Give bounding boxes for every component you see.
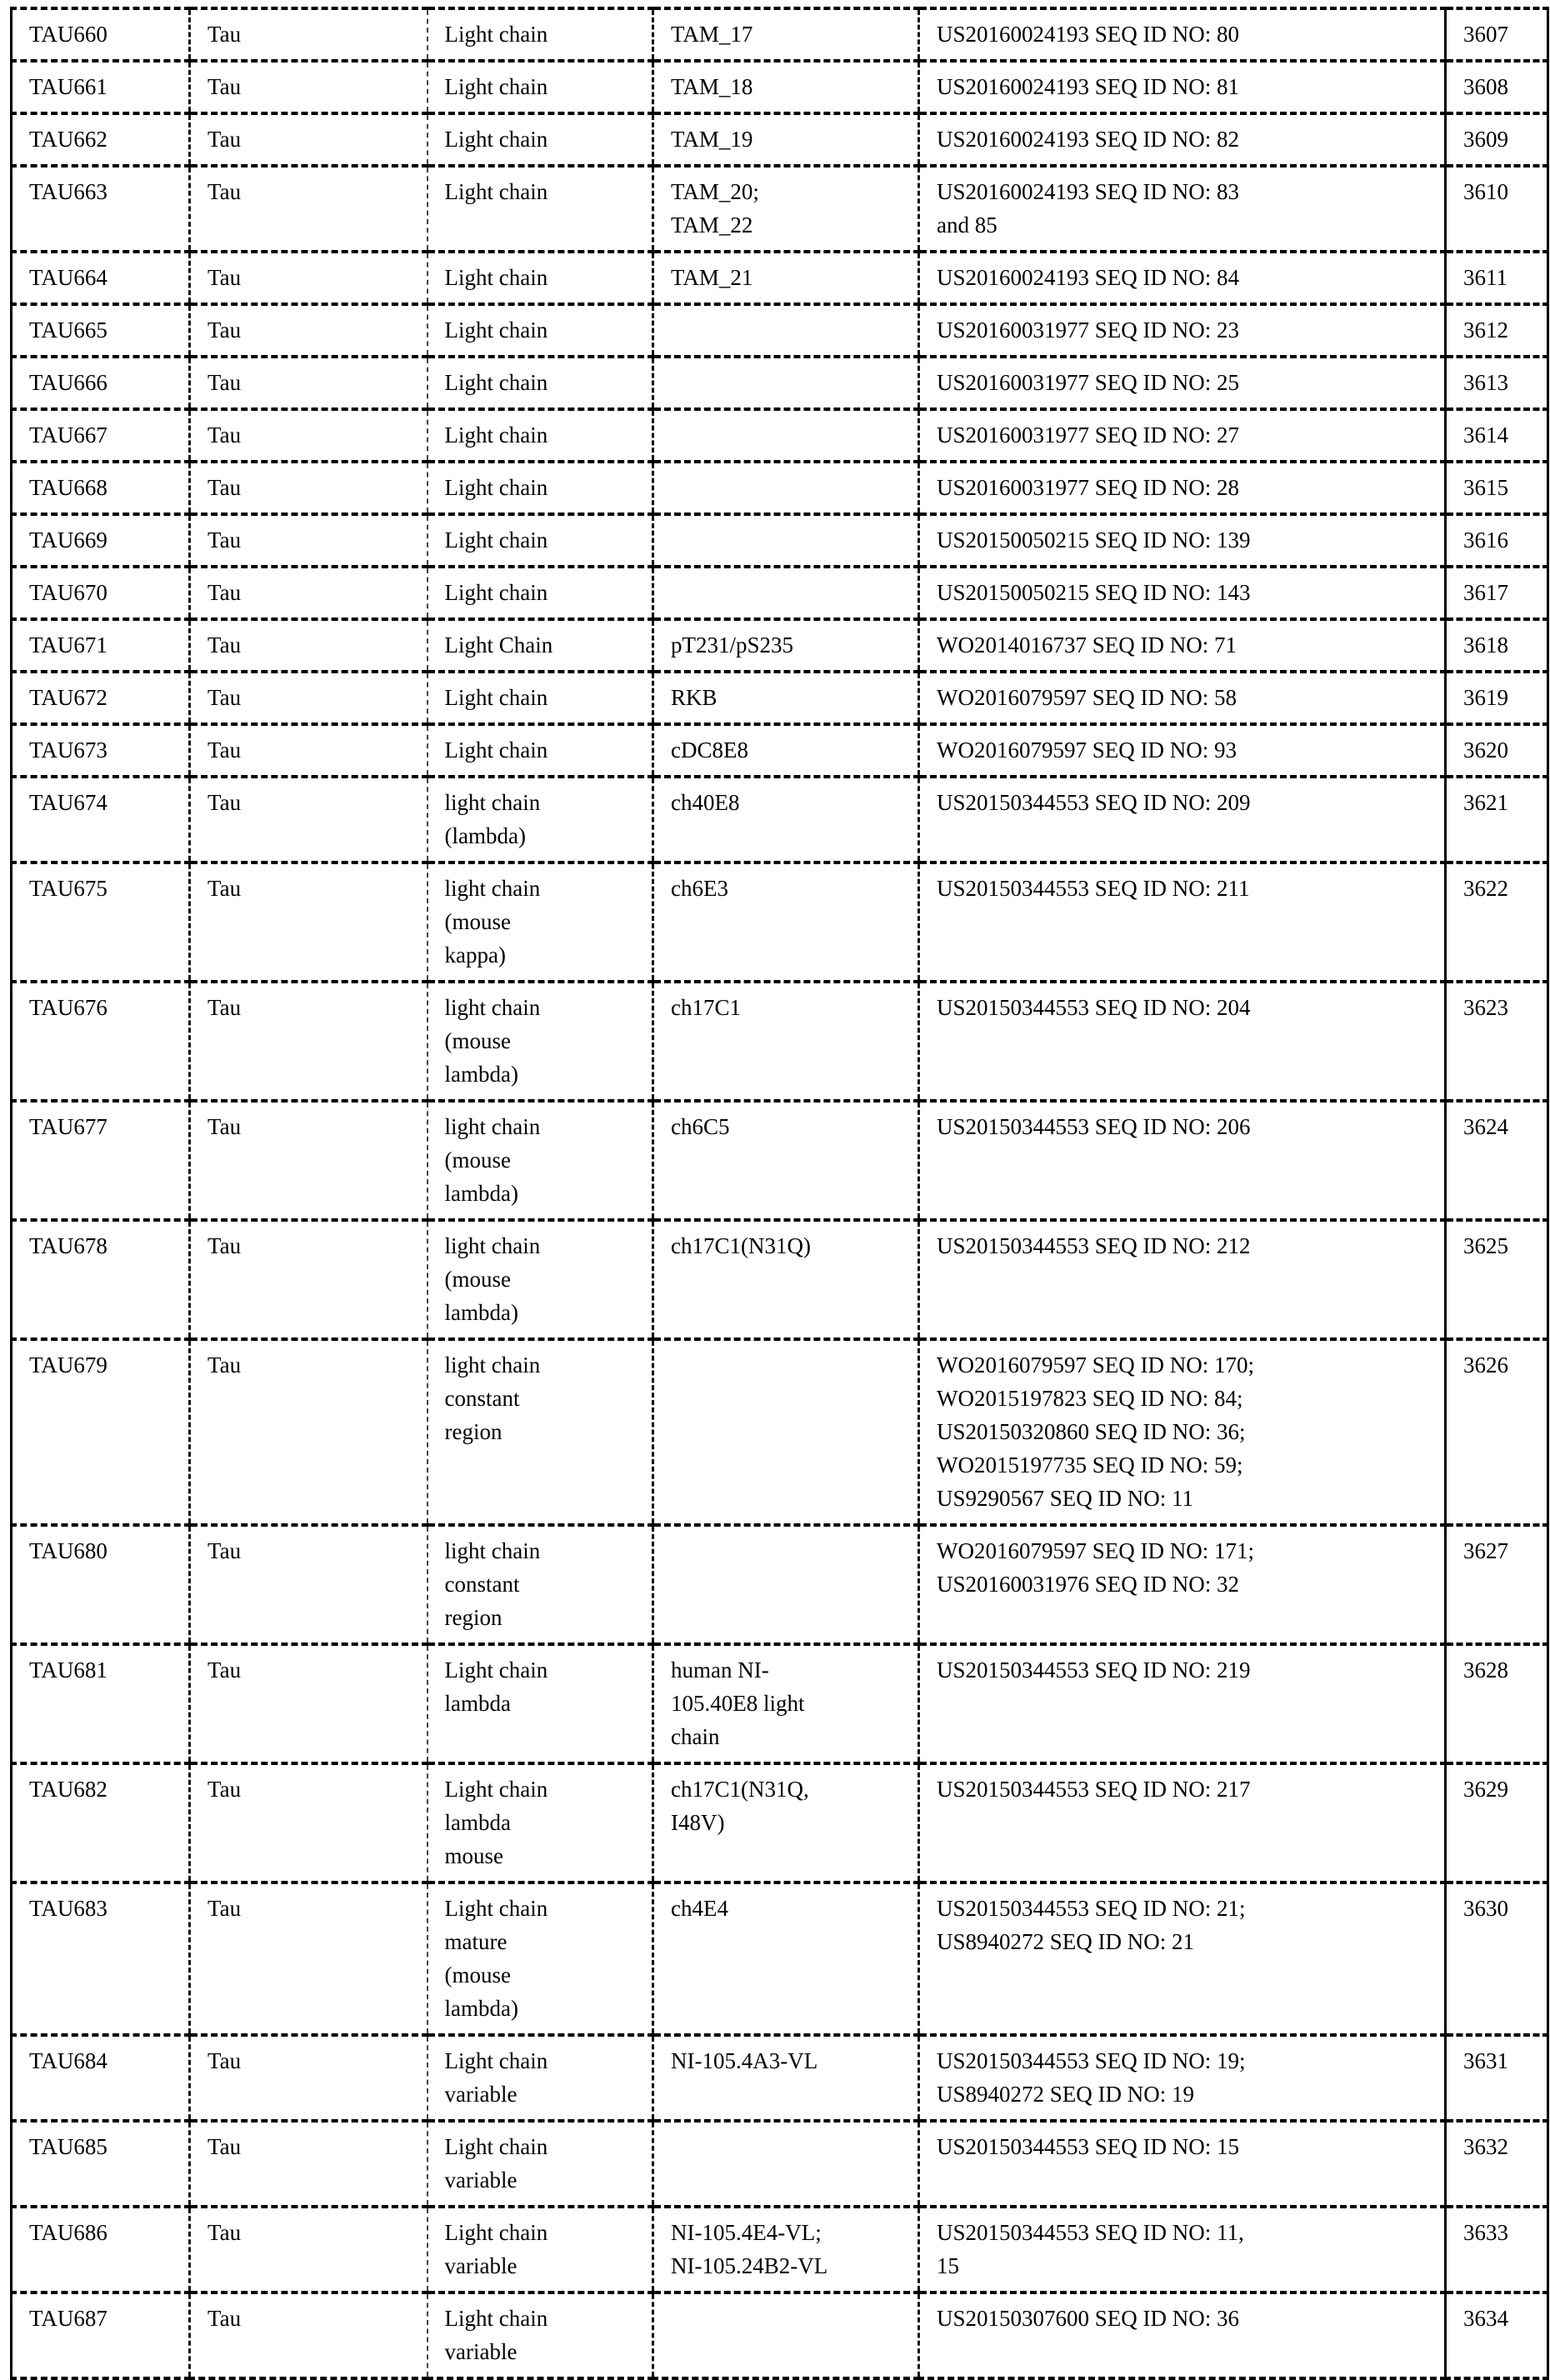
cell-seq-number: 3613: [1446, 357, 1548, 409]
cell-antibody-id: TAU687: [12, 2292, 190, 2378]
cell-chain-type: Light chain: [428, 462, 653, 514]
cell-chain-type: Light chain mature (mouse lambda): [428, 1882, 653, 2035]
cell-antibody-id: TAU676: [12, 982, 190, 1101]
cell-seq-number: 3617: [1446, 567, 1548, 619]
cell-antibody-id: TAU670: [12, 567, 190, 619]
cell-chain-type: Light chain lambda: [428, 1644, 653, 1763]
cell-seq-number: 3625: [1446, 1220, 1548, 1339]
cell-chain-type: Light chain: [428, 409, 653, 462]
table-row: [12, 724, 1548, 777]
cell-antibody-name: ch40E8: [653, 777, 919, 862]
cell-antibody-id: TAU668: [12, 462, 190, 514]
cell-target: Tau: [190, 1101, 428, 1220]
table-row: [12, 1882, 1548, 2035]
cell-target: Tau: [190, 304, 428, 357]
cell-chain-type: Light chain variable: [428, 2121, 653, 2207]
cell-patent-reference: US20150344553 SEQ ID NO: 204: [919, 982, 1446, 1101]
table-row: [12, 514, 1548, 567]
cell-antibody-name: human NI- 105.40E8 light chain: [653, 1644, 919, 1763]
cell-patent-reference: US20160031977 SEQ ID NO: 23: [919, 304, 1446, 357]
cell-antibody-id: TAU674: [12, 777, 190, 862]
cell-target: Tau: [190, 113, 428, 166]
table-row: [12, 1525, 1548, 1644]
cell-chain-type: Light chain: [428, 8, 653, 61]
table-row: [12, 409, 1548, 462]
cell-antibody-id: TAU682: [12, 1763, 190, 1882]
cell-patent-reference: US20160024193 SEQ ID NO: 83 and 85: [919, 166, 1446, 252]
cell-patent-reference: US20150050215 SEQ ID NO: 139: [919, 514, 1446, 567]
table-row: [12, 2207, 1548, 2292]
cell-target: Tau: [190, 357, 428, 409]
cell-chain-type: light chain (mouse lambda): [428, 1101, 653, 1220]
cell-chain-type: Light chain: [428, 357, 653, 409]
cell-seq-number: 3620: [1446, 724, 1548, 777]
cell-patent-reference: US20150344553 SEQ ID NO: 206: [919, 1101, 1446, 1220]
cell-target: Tau: [190, 2207, 428, 2292]
cell-chain-type: light chain (mouse lambda): [428, 1220, 653, 1339]
cell-target: Tau: [190, 982, 428, 1101]
table-row: [12, 357, 1548, 409]
cell-chain-type: Light chain: [428, 672, 653, 724]
cell-patent-reference: US20150344553 SEQ ID NO: 211: [919, 862, 1446, 982]
cell-antibody-id: TAU660: [12, 8, 190, 61]
cell-seq-number: 3614: [1446, 409, 1548, 462]
cell-seq-number: 3624: [1446, 1101, 1548, 1220]
cell-antibody-name: [653, 567, 919, 619]
cell-antibody-id: TAU684: [12, 2035, 190, 2121]
table-row: [12, 1101, 1548, 1220]
cell-target: Tau: [190, 1644, 428, 1763]
cell-target: Tau: [190, 8, 428, 61]
cell-antibody-id: TAU686: [12, 2207, 190, 2292]
cell-antibody-id: TAU664: [12, 252, 190, 304]
cell-seq-number: 3615: [1446, 462, 1548, 514]
cell-patent-reference: WO2016079597 SEQ ID NO: 58: [919, 672, 1446, 724]
cell-antibody-id: TAU679: [12, 1339, 190, 1525]
cell-antibody-id: TAU675: [12, 862, 190, 982]
cell-antibody-name: ch17C1: [653, 982, 919, 1101]
cell-patent-reference: US20160031977 SEQ ID NO: 28: [919, 462, 1446, 514]
table-row: [12, 862, 1548, 982]
cell-patent-reference: US20150344553 SEQ ID NO: 19; US8940272 SEQ ID NO: 19: [919, 2035, 1446, 2121]
cell-seq-number: 3618: [1446, 619, 1548, 672]
cell-chain-type: light chain constant region: [428, 1525, 653, 1644]
cell-antibody-id: TAU663: [12, 166, 190, 252]
cell-seq-number: 3610: [1446, 166, 1548, 252]
cell-seq-number: 3627: [1446, 1525, 1548, 1644]
cell-seq-number: 3628: [1446, 1644, 1548, 1763]
cell-target: Tau: [190, 462, 428, 514]
cell-antibody-name: cDC8E8: [653, 724, 919, 777]
cell-antibody-name: ch6E3: [653, 862, 919, 982]
cell-antibody-name: [653, 1525, 919, 1644]
cell-patent-reference: US20150344553 SEQ ID NO: 217: [919, 1763, 1446, 1882]
cell-antibody-name: [653, 1339, 919, 1525]
cell-antibody-name: [653, 357, 919, 409]
cell-antibody-name: [653, 2121, 919, 2207]
cell-target: Tau: [190, 1882, 428, 2035]
cell-chain-type: light chain (mouse kappa): [428, 862, 653, 982]
cell-chain-type: Light chain: [428, 166, 653, 252]
cell-patent-reference: US20150050215 SEQ ID NO: 143: [919, 567, 1446, 619]
cell-patent-reference: US20150307600 SEQ ID NO: 36: [919, 2292, 1446, 2378]
cell-patent-reference: US20150344553 SEQ ID NO: 219: [919, 1644, 1446, 1763]
cell-chain-type: Light chain: [428, 304, 653, 357]
cell-target: Tau: [190, 777, 428, 862]
cell-antibody-name: RKB: [653, 672, 919, 724]
cell-target: Tau: [190, 567, 428, 619]
cell-antibody-id: TAU680: [12, 1525, 190, 1644]
cell-patent-reference: WO2016079597 SEQ ID NO: 170; WO2015197823 SEQ ID NO: 84; US20150320860 SEQ ID NO: 36; WO2015197735 SEQ ID NO: 59; US9290567 SEQ ID NO: 11: [919, 1339, 1446, 1525]
cell-chain-type: Light chain: [428, 514, 653, 567]
cell-target: Tau: [190, 166, 428, 252]
table-row: [12, 2121, 1548, 2207]
cell-antibody-name: NI-105.4E4-VL; NI-105.24B2-VL: [653, 2207, 919, 2292]
cell-chain-type: Light chain: [428, 113, 653, 166]
cell-seq-number: 3619: [1446, 672, 1548, 724]
cell-seq-number: 3621: [1446, 777, 1548, 862]
cell-antibody-name: TAM_17: [653, 8, 919, 61]
cell-target: Tau: [190, 2035, 428, 2121]
cell-target: Tau: [190, 1763, 428, 1882]
cell-target: Tau: [190, 724, 428, 777]
cell-patent-reference: US20160024193 SEQ ID NO: 82: [919, 113, 1446, 166]
cell-patent-reference: WO2016079597 SEQ ID NO: 93: [919, 724, 1446, 777]
cell-patent-reference: WO2014016737 SEQ ID NO: 71: [919, 619, 1446, 672]
cell-chain-type: Light Chain: [428, 619, 653, 672]
cell-patent-reference: US20160024193 SEQ ID NO: 80: [919, 8, 1446, 61]
table-row: [12, 252, 1548, 304]
cell-antibody-name: [653, 462, 919, 514]
cell-antibody-name: TAM_21: [653, 252, 919, 304]
cell-chain-type: Light chain variable: [428, 2207, 653, 2292]
cell-seq-number: 3633: [1446, 2207, 1548, 2292]
cell-antibody-id: TAU666: [12, 357, 190, 409]
cell-target: Tau: [190, 1339, 428, 1525]
cell-antibody-id: TAU662: [12, 113, 190, 166]
table-row: [12, 304, 1548, 357]
cell-antibody-name: TAM_19: [653, 113, 919, 166]
cell-patent-reference: US20150344553 SEQ ID NO: 21; US8940272 SEQ ID NO: 21: [919, 1882, 1446, 2035]
cell-antibody-id: TAU681: [12, 1644, 190, 1763]
cell-antibody-id: TAU685: [12, 2121, 190, 2207]
cell-antibody-name: ch4E4: [653, 1882, 919, 2035]
cell-antibody-name: pT231/pS235: [653, 619, 919, 672]
cell-target: Tau: [190, 672, 428, 724]
cell-target: Tau: [190, 862, 428, 982]
cell-chain-type: Light chain: [428, 61, 653, 113]
cell-target: Tau: [190, 252, 428, 304]
cell-seq-number: 3609: [1446, 113, 1548, 166]
cell-patent-reference: US20160031977 SEQ ID NO: 27: [919, 409, 1446, 462]
cell-chain-type: Light chain variable: [428, 2035, 653, 2121]
table-row: [12, 1763, 1548, 1882]
cell-target: Tau: [190, 2121, 428, 2207]
table-row: [12, 113, 1548, 166]
cell-chain-type: Light chain: [428, 567, 653, 619]
cell-seq-number: 3623: [1446, 982, 1548, 1101]
cell-antibody-name: TAM_18: [653, 61, 919, 113]
table-row: [12, 166, 1548, 252]
cell-seq-number: 3632: [1446, 2121, 1548, 2207]
cell-chain-type: light chain constant region: [428, 1339, 653, 1525]
cell-antibody-name: TAM_20; TAM_22: [653, 166, 919, 252]
table-row: [12, 61, 1548, 113]
cell-target: Tau: [190, 1220, 428, 1339]
cell-antibody-name: [653, 514, 919, 567]
table-row: [12, 462, 1548, 514]
table-row: [12, 777, 1548, 862]
cell-antibody-id: TAU669: [12, 514, 190, 567]
cell-antibody-id: TAU673: [12, 724, 190, 777]
cell-antibody-name: ch17C1(N31Q, I48V): [653, 1763, 919, 1882]
cell-antibody-id: TAU677: [12, 1101, 190, 1220]
cell-seq-number: 3634: [1446, 2292, 1548, 2378]
cell-chain-type: Light chain: [428, 252, 653, 304]
cell-antibody-id: TAU683: [12, 1882, 190, 2035]
cell-antibody-id: TAU671: [12, 619, 190, 672]
cell-seq-number: 3622: [1446, 862, 1548, 982]
cell-seq-number: 3608: [1446, 61, 1548, 113]
cell-target: Tau: [190, 1525, 428, 1644]
cell-antibody-name: ch6C5: [653, 1101, 919, 1220]
cell-antibody-name: [653, 409, 919, 462]
cell-patent-reference: US20150344553 SEQ ID NO: 15: [919, 2121, 1446, 2207]
table-row: [12, 567, 1548, 619]
cell-seq-number: 3629: [1446, 1763, 1548, 1882]
cell-antibody-id: TAU672: [12, 672, 190, 724]
cell-patent-reference: US20150344553 SEQ ID NO: 212: [919, 1220, 1446, 1339]
cell-seq-number: 3616: [1446, 514, 1548, 567]
table-row: [12, 1644, 1548, 1763]
cell-patent-reference: US20160024193 SEQ ID NO: 84: [919, 252, 1446, 304]
antibody-sequence-table: [10, 7, 1549, 2380]
cell-seq-number: 3626: [1446, 1339, 1548, 1525]
cell-antibody-name: [653, 2292, 919, 2378]
cell-target: Tau: [190, 2292, 428, 2378]
cell-chain-type: Light chain lambda mouse: [428, 1763, 653, 1882]
cell-antibody-id: TAU678: [12, 1220, 190, 1339]
cell-target: Tau: [190, 514, 428, 567]
cell-antibody-name: NI-105.4A3-VL: [653, 2035, 919, 2121]
cell-seq-number: 3607: [1446, 8, 1548, 61]
cell-seq-number: 3612: [1446, 304, 1548, 357]
cell-antibody-name: ch17C1(N31Q): [653, 1220, 919, 1339]
table-row: [12, 1220, 1548, 1339]
table-row: [12, 2292, 1548, 2378]
table-row: [12, 8, 1548, 61]
cell-chain-type: light chain (lambda): [428, 777, 653, 862]
cell-antibody-id: TAU665: [12, 304, 190, 357]
cell-antibody-id: TAU667: [12, 409, 190, 462]
table-row: [12, 982, 1548, 1101]
cell-patent-reference: US20150344553 SEQ ID NO: 209: [919, 777, 1446, 862]
cell-target: Tau: [190, 619, 428, 672]
cell-patent-reference: WO2016079597 SEQ ID NO: 171; US20160031976 SEQ ID NO: 32: [919, 1525, 1446, 1644]
cell-seq-number: 3611: [1446, 252, 1548, 304]
table-row: [12, 619, 1548, 672]
table-row: [12, 2035, 1548, 2121]
table-row: [12, 672, 1548, 724]
table-row: [12, 1339, 1548, 1525]
cell-chain-type: Light chain variable: [428, 2292, 653, 2378]
cell-antibody-name: [653, 304, 919, 357]
cell-patent-reference: US20160024193 SEQ ID NO: 81: [919, 61, 1446, 113]
cell-patent-reference: US20160031977 SEQ ID NO: 25: [919, 357, 1446, 409]
cell-seq-number: 3631: [1446, 2035, 1548, 2121]
cell-chain-type: Light chain: [428, 724, 653, 777]
cell-seq-number: 3630: [1446, 1882, 1548, 2035]
cell-antibody-id: TAU661: [12, 61, 190, 113]
cell-chain-type: light chain (mouse lambda): [428, 982, 653, 1101]
cell-target: Tau: [190, 61, 428, 113]
cell-target: Tau: [190, 409, 428, 462]
cell-patent-reference: US20150344553 SEQ ID NO: 11, 15: [919, 2207, 1446, 2292]
